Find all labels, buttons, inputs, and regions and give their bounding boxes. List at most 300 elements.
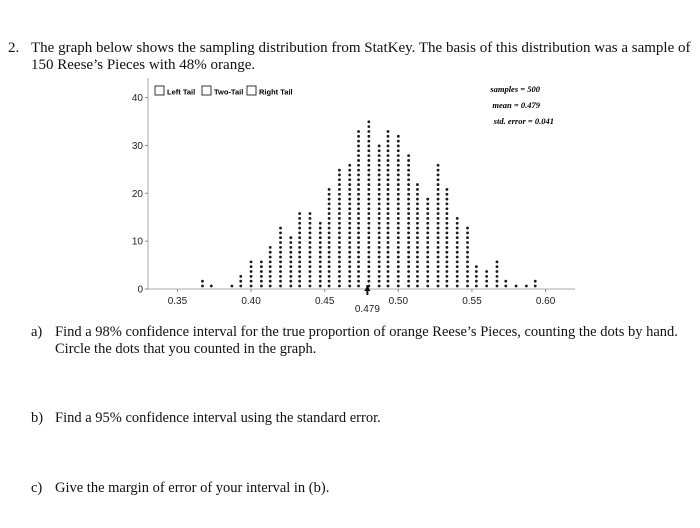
- dot-column: [289, 236, 292, 287]
- dot: [437, 236, 440, 239]
- y-tick-label: 30: [131, 140, 143, 152]
- x-tick-label: 0.50: [388, 296, 409, 307]
- dot: [338, 178, 341, 181]
- dot: [426, 198, 429, 201]
- dot: [338, 193, 341, 196]
- dot: [485, 270, 488, 273]
- dot: [416, 183, 419, 186]
- dot: [367, 183, 370, 186]
- dot: [437, 217, 440, 220]
- dot: [357, 280, 360, 283]
- dot: [289, 256, 292, 259]
- dot: [319, 241, 322, 244]
- dot: [397, 193, 400, 196]
- dot: [426, 227, 429, 230]
- dot: [456, 246, 459, 249]
- dot-column: [250, 260, 253, 287]
- dot: [328, 280, 331, 283]
- dot: [357, 169, 360, 172]
- dot: [397, 236, 400, 239]
- dot: [289, 246, 292, 249]
- dot: [456, 256, 459, 259]
- dot: [387, 154, 390, 157]
- dot: [348, 275, 351, 278]
- dot: [328, 265, 331, 268]
- dot: [348, 207, 351, 210]
- dot: [357, 275, 360, 278]
- dot: [367, 188, 370, 191]
- dot: [328, 227, 331, 230]
- dot: [416, 193, 419, 196]
- dot: [397, 285, 400, 288]
- dot: [446, 256, 449, 259]
- dot: [260, 260, 263, 263]
- dotplot-chart: [110, 78, 580, 323]
- dot: [456, 270, 459, 273]
- dot: [456, 265, 459, 268]
- dot: [397, 174, 400, 177]
- dot-column: [269, 246, 272, 287]
- dot: [357, 246, 360, 249]
- dot: [378, 241, 381, 244]
- dot: [387, 280, 390, 283]
- dot-column: [456, 217, 459, 287]
- dot: [357, 222, 360, 225]
- dot: [210, 285, 213, 288]
- dot: [378, 207, 381, 210]
- dot: [407, 251, 410, 254]
- dot: [515, 285, 518, 288]
- dot: [387, 183, 390, 186]
- dot: [407, 280, 410, 283]
- dot: [416, 188, 419, 191]
- dot: [309, 227, 312, 230]
- dot: [367, 130, 370, 133]
- dot: [348, 198, 351, 201]
- dot: [416, 285, 419, 288]
- dot: [260, 270, 263, 273]
- dot: [348, 285, 351, 288]
- dot: [407, 154, 410, 157]
- two-tail-checkbox[interactable]: [202, 86, 211, 95]
- dot: [397, 241, 400, 244]
- dot: [328, 193, 331, 196]
- dot: [416, 222, 419, 225]
- left-tail-label: Left Tail: [167, 87, 196, 97]
- dot: [466, 285, 469, 288]
- dot: [279, 265, 282, 268]
- dot: [456, 236, 459, 239]
- dot: [416, 241, 419, 244]
- dot: [378, 193, 381, 196]
- dot-column: [298, 212, 301, 287]
- dot: [387, 203, 390, 206]
- dot: [387, 275, 390, 278]
- mean-marker-label: 0.479: [354, 304, 380, 315]
- dot: [357, 178, 360, 181]
- dot: [328, 241, 331, 244]
- dot-column: [504, 280, 507, 288]
- dot: [367, 159, 370, 162]
- stat-mean: mean = 0.479: [492, 100, 540, 110]
- dot-columns: [201, 120, 537, 287]
- dot: [279, 241, 282, 244]
- dot: [309, 236, 312, 239]
- dot: [426, 217, 429, 220]
- dot: [387, 270, 390, 273]
- dot-column: [534, 280, 537, 288]
- dot: [298, 280, 301, 283]
- dot-column: [485, 270, 488, 287]
- dot: [367, 125, 370, 128]
- dot: [357, 183, 360, 186]
- dot: [357, 193, 360, 196]
- dot-column: [367, 120, 370, 287]
- dot: [426, 256, 429, 259]
- dot: [397, 217, 400, 220]
- dot: [496, 260, 499, 263]
- dot-column: [397, 135, 400, 288]
- dot: [387, 265, 390, 268]
- dot: [298, 231, 301, 234]
- dot: [437, 212, 440, 215]
- dot: [378, 178, 381, 181]
- dot: [338, 265, 341, 268]
- dot: [250, 285, 253, 288]
- dot: [416, 246, 419, 249]
- dot: [338, 212, 341, 215]
- dot-column: [279, 227, 282, 288]
- dot: [387, 241, 390, 244]
- dot: [260, 265, 263, 268]
- dot: [348, 164, 351, 167]
- dot: [397, 256, 400, 259]
- dot: [416, 260, 419, 263]
- dot: [319, 256, 322, 259]
- question-text: The graph below shows the sampling distribution from StatKey. The basis of this distribution was a sample of 150 Reese’s Pieces with 48% orange.: [31, 40, 691, 73]
- dot: [367, 174, 370, 177]
- dot: [357, 174, 360, 177]
- dot: [407, 203, 410, 206]
- dot: [437, 207, 440, 210]
- dot: [407, 275, 410, 278]
- two-tail-label: Two-Tail: [214, 87, 244, 97]
- dot: [397, 154, 400, 157]
- dot: [367, 203, 370, 206]
- dot: [348, 270, 351, 273]
- dot: [328, 256, 331, 259]
- dot: [260, 275, 263, 278]
- dot: [466, 251, 469, 254]
- dot: [289, 241, 292, 244]
- dot: [387, 236, 390, 239]
- dot: [426, 275, 429, 278]
- dot-column: [309, 212, 312, 287]
- dot: [201, 280, 204, 283]
- dot: [416, 231, 419, 234]
- dot: [269, 251, 272, 254]
- dot: [387, 149, 390, 152]
- dot: [348, 203, 351, 206]
- dot: [407, 174, 410, 177]
- dot: [357, 188, 360, 191]
- dot: [416, 212, 419, 215]
- dot: [437, 169, 440, 172]
- dot: [338, 275, 341, 278]
- dot: [426, 265, 429, 268]
- dot: [378, 159, 381, 162]
- dot: [319, 246, 322, 249]
- dot: [446, 251, 449, 254]
- x-tick-label: 0.60: [535, 296, 556, 307]
- dot: [289, 236, 292, 239]
- dot: [407, 169, 410, 172]
- dot: [378, 260, 381, 263]
- dot-column: [515, 285, 518, 288]
- dot-column: [446, 188, 449, 287]
- dot: [367, 145, 370, 148]
- dot: [298, 285, 301, 288]
- dot: [378, 236, 381, 239]
- dot: [298, 265, 301, 268]
- dot: [485, 280, 488, 283]
- dot: [475, 280, 478, 283]
- dot: [437, 256, 440, 259]
- dot: [298, 270, 301, 273]
- dot: [348, 188, 351, 191]
- dot: [456, 241, 459, 244]
- dot: [397, 159, 400, 162]
- dot: [387, 135, 390, 138]
- dot: [407, 236, 410, 239]
- dot: [309, 251, 312, 254]
- dot: [407, 178, 410, 181]
- dot: [367, 149, 370, 152]
- dot: [407, 285, 410, 288]
- dot: [289, 260, 292, 263]
- dot: [416, 265, 419, 268]
- dot: [407, 246, 410, 249]
- dot: [378, 275, 381, 278]
- dot: [338, 280, 341, 283]
- dot: [367, 236, 370, 239]
- dot: [269, 256, 272, 259]
- dot: [378, 154, 381, 157]
- dot: [269, 280, 272, 283]
- dot: [298, 227, 301, 230]
- dot: [367, 265, 370, 268]
- dot: [534, 280, 537, 283]
- dot: [407, 256, 410, 259]
- dot: [328, 222, 331, 225]
- dot: [475, 275, 478, 278]
- dot: [437, 222, 440, 225]
- dot-column: [416, 183, 419, 287]
- dot: [328, 188, 331, 191]
- dot: [496, 270, 499, 273]
- dot: [397, 203, 400, 206]
- dot: [289, 251, 292, 254]
- dot: [416, 275, 419, 278]
- dot: [279, 270, 282, 273]
- dot: [378, 231, 381, 234]
- dot: [426, 270, 429, 273]
- dot: [348, 174, 351, 177]
- y-tick-label: 20: [131, 188, 143, 200]
- dot: [338, 222, 341, 225]
- dot: [407, 227, 410, 230]
- right-tail-checkbox[interactable]: [247, 86, 256, 95]
- dot: [397, 251, 400, 254]
- dot: [367, 256, 370, 259]
- dot: [426, 280, 429, 283]
- dot: [456, 227, 459, 230]
- dot-column: [338, 169, 341, 288]
- dot: [437, 260, 440, 263]
- dot: [397, 149, 400, 152]
- dot: [309, 212, 312, 215]
- dot: [298, 236, 301, 239]
- dot: [407, 159, 410, 162]
- dot: [416, 198, 419, 201]
- dot: [387, 285, 390, 288]
- dot: [426, 207, 429, 210]
- dot: [328, 207, 331, 210]
- dot: [279, 227, 282, 230]
- dot: [378, 256, 381, 259]
- dot: [446, 203, 449, 206]
- dot-column: [239, 275, 242, 287]
- y-axis-ticks: [132, 93, 148, 295]
- dot-column: [407, 154, 410, 287]
- dot: [298, 222, 301, 225]
- dot: [437, 241, 440, 244]
- dot: [328, 270, 331, 273]
- dot: [357, 207, 360, 210]
- dot: [387, 217, 390, 220]
- dot-column: [210, 285, 213, 288]
- dot: [338, 183, 341, 186]
- dot: [446, 265, 449, 268]
- dot: [309, 222, 312, 225]
- dot: [387, 140, 390, 143]
- dot: [250, 280, 253, 283]
- y-tick-label: 10: [131, 236, 143, 248]
- dot: [426, 260, 429, 263]
- dot: [466, 260, 469, 263]
- part-a-label: a): [31, 324, 43, 340]
- dot: [446, 285, 449, 288]
- dot: [367, 222, 370, 225]
- dot: [426, 246, 429, 249]
- dot: [338, 227, 341, 230]
- dot: [328, 260, 331, 263]
- dot: [397, 178, 400, 181]
- dot-column: [348, 164, 351, 288]
- dot: [328, 212, 331, 215]
- dot: [437, 270, 440, 273]
- dot: [475, 270, 478, 273]
- dot: [407, 198, 410, 201]
- dot: [298, 246, 301, 249]
- dot: [378, 145, 381, 148]
- dot: [357, 256, 360, 259]
- dot: [387, 207, 390, 210]
- dot: [407, 212, 410, 215]
- dot: [387, 198, 390, 201]
- dot: [357, 135, 360, 138]
- dot: [446, 217, 449, 220]
- dot: [367, 140, 370, 143]
- dot: [338, 207, 341, 210]
- question-number: 2.: [8, 40, 20, 56]
- dot: [387, 188, 390, 191]
- dot: [397, 280, 400, 283]
- dot: [437, 174, 440, 177]
- dot: [348, 222, 351, 225]
- dot: [328, 275, 331, 278]
- dot: [231, 285, 234, 288]
- dot: [309, 260, 312, 263]
- dot: [456, 231, 459, 234]
- dot: [367, 217, 370, 220]
- dot: [239, 285, 242, 288]
- dot: [348, 280, 351, 283]
- dot-column: [475, 265, 478, 287]
- dot: [348, 251, 351, 254]
- dot: [456, 222, 459, 225]
- dot: [387, 231, 390, 234]
- dot-column: [231, 285, 234, 288]
- dot: [348, 227, 351, 230]
- dot: [338, 198, 341, 201]
- dot: [289, 285, 292, 288]
- right-tail-label: Right Tail: [259, 87, 293, 97]
- dot: [387, 169, 390, 172]
- dot: [504, 280, 507, 283]
- dot: [279, 260, 282, 263]
- dot: [348, 217, 351, 220]
- dot: [367, 231, 370, 234]
- dot: [378, 169, 381, 172]
- dot: [279, 231, 282, 234]
- dot: [387, 251, 390, 254]
- dot: [437, 275, 440, 278]
- dot: [367, 260, 370, 263]
- dot: [328, 203, 331, 206]
- dot: [397, 135, 400, 138]
- dot: [357, 140, 360, 143]
- dot: [348, 169, 351, 172]
- dot: [485, 275, 488, 278]
- dot: [446, 241, 449, 244]
- dot: [378, 227, 381, 230]
- x-tick-label: 0.55: [462, 296, 482, 307]
- dot: [397, 222, 400, 225]
- dot: [348, 178, 351, 181]
- dot: [367, 241, 370, 244]
- dot: [348, 256, 351, 259]
- dot: [348, 241, 351, 244]
- dot: [446, 231, 449, 234]
- dot: [319, 270, 322, 273]
- dot: [357, 270, 360, 273]
- dot: [446, 198, 449, 201]
- dot: [279, 285, 282, 288]
- left-tail-checkbox[interactable]: [155, 86, 164, 95]
- dot: [456, 260, 459, 263]
- dot: [338, 203, 341, 206]
